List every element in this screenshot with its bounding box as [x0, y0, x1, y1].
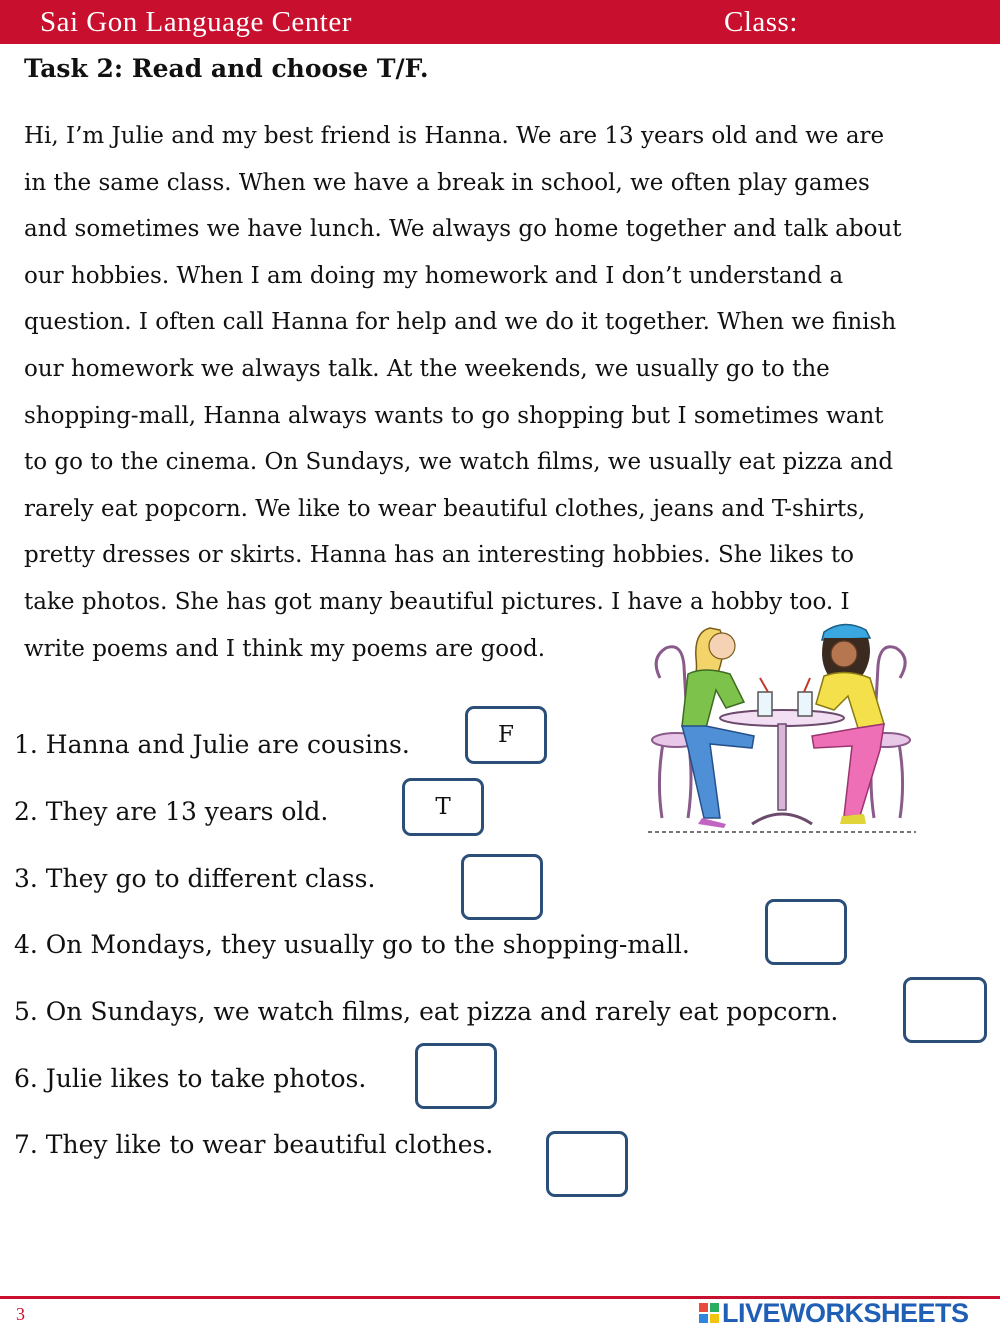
- passage-line: shopping-mall, Hanna always wants to go shopping but I sometimes want: [24, 402, 884, 429]
- liveworksheets-logo-icon: [698, 1302, 720, 1324]
- passage-line: pretty dresses or skirts. Hanna has an interesting hobbies. She likes to: [24, 542, 854, 569]
- passage-line: in the same class. When we have a break in school, we often play games: [24, 169, 870, 196]
- answer-box-2[interactable]: T: [402, 778, 484, 836]
- answer-box-5[interactable]: [903, 977, 987, 1043]
- page-number: 3: [16, 1304, 25, 1324]
- task-title: Task 2: Read and choose T/F.: [24, 54, 429, 83]
- passage-line: question. I often call Hanna for help and we do it together. When we finish: [24, 309, 897, 336]
- passage-line: Hi, I’m Julie and my best friend is Hanna. We are 13 years old and we are: [24, 123, 885, 149]
- class-label: Class:: [724, 6, 798, 38]
- liveworksheets-watermark[interactable]: [698, 1296, 969, 1330]
- passage-line: take photos. She has got many beautiful pictures. I have a hobby too. I: [24, 588, 850, 615]
- passage-line: write poems and I think my poems are good.: [24, 635, 546, 662]
- two-girls-at-cafe-table-illustration: [648, 618, 916, 834]
- answer-box-1[interactable]: F: [465, 706, 547, 764]
- passage-line: our homework we always talk. At the weekends, we usually go to the: [24, 355, 830, 382]
- question-3: 3. They go to different class.: [14, 864, 376, 893]
- question-5: 5. On Sundays, we watch films, eat pizza and rarely eat popcorn.: [14, 997, 839, 1026]
- watermark-text: LIVEWORKSHEETS: [722, 1297, 969, 1328]
- answer-box-3[interactable]: [461, 854, 543, 920]
- passage-line: and sometimes we have lunch. We always go home together and talk about: [24, 216, 902, 243]
- reading-passage: [24, 113, 984, 672]
- question-4: 4. On Mondays, they usually go to the shopping-mall.: [14, 930, 690, 959]
- answer-box-6[interactable]: [415, 1043, 497, 1109]
- answer-box-4[interactable]: [765, 899, 847, 965]
- question-1: 1. Hanna and Julie are cousins.: [14, 730, 410, 759]
- passage-line: rarely eat popcorn. We like to wear beautiful clothes, jeans and T-shirts,: [24, 495, 866, 522]
- answer-box-7[interactable]: [546, 1131, 628, 1197]
- header-bar: [0, 0, 1000, 44]
- question-6: 6. Julie likes to take photos.: [14, 1064, 367, 1093]
- question-7: 7. They like to wear beautiful clothes.: [14, 1130, 494, 1159]
- passage-line: to go to the cinema. On Sundays, we watch films, we usually eat pizza and: [24, 449, 894, 476]
- question-2: 2. They are 13 years old.: [14, 797, 329, 826]
- center-name: Sai Gon Language Center: [40, 6, 352, 38]
- passage-line: our hobbies. When I am doing my homework and I don’t understand a: [24, 262, 844, 289]
